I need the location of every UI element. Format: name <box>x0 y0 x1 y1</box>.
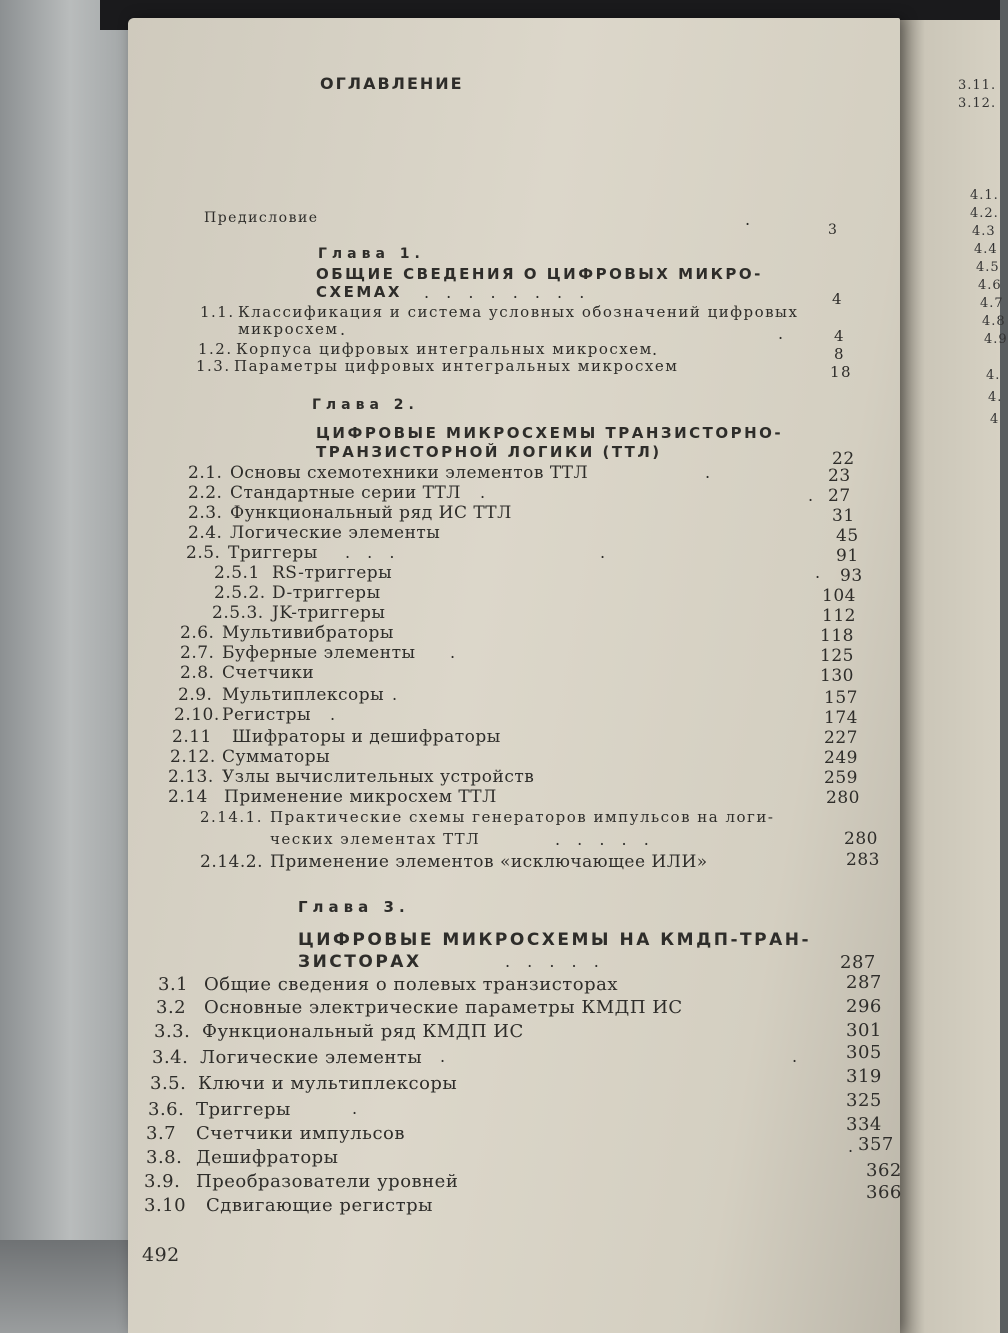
chapter2-title-line2: ТРАНЗИСТОРНОЙ ЛОГИКИ (ТТЛ) <box>316 443 662 461</box>
chapter2-title-line1: ЦИФРОВЫЕ МИКРОСХЕМЫ ТРАНЗИСТОРНО- <box>316 424 784 442</box>
toc-leader-dots: . . . . . . . . <box>424 283 591 302</box>
toc-item-number: 2.14.2. <box>200 852 263 872</box>
toc-item-text: Параметры цифровых интегральных микросхем <box>234 357 679 375</box>
toc-item-page: 174 <box>824 708 858 728</box>
toc-item-text: Стандартные серии ТТЛ <box>230 483 461 503</box>
toc-item-number: 3.3. <box>154 1021 191 1042</box>
toc-leader-dots: . <box>392 685 404 704</box>
toc-item-page: 249 <box>824 748 858 768</box>
toc-item-page: 8 <box>834 345 846 363</box>
toc-item-page: 287 <box>846 972 882 993</box>
chapter3-page: 287 <box>840 952 876 973</box>
toc-leader-dots: . <box>440 1047 452 1066</box>
facing-page-fragment: 4.7 <box>980 296 1004 311</box>
page-heading: ОГЛАВЛЕНИЕ <box>320 74 464 93</box>
chapter2-label: Глава 2. <box>312 397 419 413</box>
toc-item-number: 2.7. <box>180 643 215 663</box>
chapter3-label: Глава 3. <box>298 898 410 916</box>
toc-item-page: 45 <box>836 526 859 546</box>
facing-page-fragment: 4.3 <box>972 224 996 239</box>
toc-leader-dots: . <box>450 643 462 662</box>
toc-item-number: 2.10. <box>174 705 220 725</box>
toc-item-page: 259 <box>824 768 858 788</box>
chapter3-title-line1: ЦИФРОВЫЕ МИКРОСХЕМЫ НА КМДП-ТРАН- <box>298 930 812 950</box>
toc-item-page: 305 <box>846 1042 882 1063</box>
toc-item-number: 3.2 <box>156 997 187 1018</box>
toc-item-text: Ключи и мультиплексоры <box>198 1073 458 1094</box>
toc-item-text: Применение элементов «исключающее ИЛИ» <box>270 852 708 872</box>
toc-item-page: 112 <box>822 606 856 626</box>
toc-leader-dots: . <box>815 563 827 582</box>
toc-item-page: 4 <box>834 327 846 345</box>
toc-item-number: 3.1 <box>158 974 189 995</box>
toc-item-text: Общие сведения о полевых транзисторах <box>204 974 618 995</box>
toc-item-number: 3.8. <box>146 1147 183 1168</box>
toc-item-number: 2.5. <box>186 543 221 563</box>
facing-page-fragment: 4.4 <box>974 242 998 257</box>
toc-item-number: 3.4. <box>152 1047 189 1068</box>
toc-item-text: Сдвигающие регистры <box>206 1195 433 1216</box>
toc-item-page: 118 <box>820 626 854 646</box>
toc-item-text: Логические элементы <box>230 523 441 543</box>
toc-leader-dots: . . . <box>345 543 401 562</box>
toc-item-number: 2.4. <box>188 523 223 543</box>
toc-leader-dots: . <box>745 210 757 229</box>
facing-page-fragment: 4.1. <box>970 188 999 203</box>
toc-item-page: 227 <box>824 728 858 748</box>
toc-leader-dots: . <box>778 324 790 343</box>
toc-item-text: JK-триггеры <box>272 603 386 623</box>
toc-item-page: 325 <box>846 1090 882 1111</box>
toc-leader-dots: . <box>808 486 820 505</box>
toc-item-page: 283 <box>846 850 880 870</box>
chapter1-title-line2: СХЕМАХ <box>316 283 402 301</box>
facing-page-fragment: 4.9 <box>984 332 1008 347</box>
toc-item-number: 2.9. <box>178 685 213 705</box>
toc-item-text: Основы схемотехники элементов ТТЛ <box>230 463 589 483</box>
toc-leader-dots: . . . . . <box>505 952 605 971</box>
toc-item-page: 301 <box>846 1020 882 1041</box>
facing-page-fragment: 4.6 <box>978 278 1002 293</box>
toc-item-number: 2.5.2. <box>214 583 266 603</box>
toc-item-page: 27 <box>828 486 851 506</box>
toc-item-text: Мультиплексоры <box>222 685 385 705</box>
facing-page-fragment: 4. <box>986 368 1001 383</box>
toc-item-text: RS-триггеры <box>272 563 393 583</box>
toc-item-text: Основные электрические параметры КМДП ИС <box>204 997 683 1018</box>
toc-item-number: 1.1. <box>200 303 235 321</box>
toc-item-number: 2.6. <box>180 623 215 643</box>
toc-item-text: Буферные элементы <box>222 643 416 663</box>
toc-item-text: Сумматоры <box>222 747 331 767</box>
toc-item-page: 130 <box>820 666 854 686</box>
chapter1-label: Глава 1. <box>318 246 425 262</box>
toc-item-page: 334 <box>846 1114 882 1135</box>
toc-item-text: Преобразователи уровней <box>196 1171 459 1192</box>
toc-item-page: 366 <box>866 1182 902 1203</box>
toc-item-number: 1.2. <box>198 340 233 358</box>
toc-item-text: Функциональный ряд ИС ТТЛ <box>230 503 512 523</box>
toc-item-text: Дешифраторы <box>196 1147 339 1168</box>
chapter3-title-line2: ЗИСТОРАХ <box>298 952 422 972</box>
toc-item-number: 2.8. <box>180 663 215 683</box>
facing-page-fragment: 3.12. <box>958 96 997 111</box>
toc-leader-dots: . <box>792 1047 804 1066</box>
toc-item-number: 3.7 <box>146 1123 177 1144</box>
toc-item-text-continued: ческих элементах ТТЛ <box>270 830 481 848</box>
toc-leader-dots: . <box>600 543 612 562</box>
toc-item-number: 2.5.3. <box>212 603 264 623</box>
toc-item-text: Функциональный ряд КМДП ИС <box>202 1021 524 1042</box>
toc-item-text: Мультивибраторы <box>222 623 394 643</box>
chapter1-page: 4 <box>832 290 844 308</box>
toc-item-text: D-триггеры <box>272 583 381 603</box>
chapter2-page: 22 <box>832 449 855 469</box>
facing-page-fragment: 4 <box>990 412 1000 427</box>
facing-page-fragment: 4.5 <box>976 260 1000 275</box>
toc-item-number: 3.9. <box>144 1171 181 1192</box>
toc-item-text: Счетчики <box>222 663 315 683</box>
toc-item-page: 23 <box>828 466 851 486</box>
toc-item-number: 2.14.1. <box>200 808 263 826</box>
page-number: 492 <box>142 1244 180 1266</box>
toc-item-number: 2.13. <box>168 767 214 787</box>
toc-item-number: 2.5.1 <box>214 563 260 583</box>
toc-leader-dots: . <box>480 483 492 502</box>
toc-item-page: 319 <box>846 1066 882 1087</box>
toc-preface-page: 3 <box>828 222 839 238</box>
toc-item-text: Корпуса цифровых интегральных микросхем <box>236 340 653 358</box>
facing-page-fragment: 4.8 <box>982 314 1006 329</box>
facing-page-fragment: 4.2. <box>970 206 999 221</box>
toc-item-page: 31 <box>832 506 855 526</box>
toc-item-text: Узлы вычислительных устройств <box>222 767 535 787</box>
toc-item-number: 2.11 <box>172 727 212 747</box>
toc-preface-label: Предисловие <box>204 210 319 226</box>
toc-item-page: 357 <box>858 1134 894 1155</box>
toc-item-number: 3.5. <box>150 1073 187 1094</box>
toc-item-page: 362 <box>866 1160 902 1181</box>
toc-leader-dots: . <box>652 340 664 359</box>
toc-item-text: Шифраторы и дешифраторы <box>232 727 501 747</box>
toc-item-page: 280 <box>844 829 878 849</box>
toc-item-page: 91 <box>836 546 859 566</box>
toc-item-text: Практические схемы генераторов импульсов на логи- <box>270 808 775 826</box>
facing-page-fragment: 4. <box>988 390 1003 405</box>
toc-leader-dots: . <box>705 463 717 482</box>
toc-item-text: Регистры <box>222 705 312 725</box>
toc-item-text: Триггеры <box>196 1099 291 1120</box>
toc-leader-dots: . . . . . <box>555 830 655 849</box>
toc-item-number: 2.12. <box>170 747 216 767</box>
toc-item-page: 18 <box>830 363 853 381</box>
toc-leader-dots: . <box>340 320 352 339</box>
toc-leader-dots: . <box>330 705 342 724</box>
toc-item-page: 296 <box>846 996 882 1017</box>
toc-item-page: 280 <box>826 788 860 808</box>
toc-leader-dots: . <box>848 1137 860 1156</box>
toc-item-page: 104 <box>822 586 856 606</box>
toc-item-text-continued: микросхем <box>238 320 339 338</box>
toc-item-number: 2.1. <box>188 463 223 483</box>
toc-item-number: 1.3. <box>196 357 231 375</box>
toc-item-number: 3.6. <box>148 1099 185 1120</box>
toc-item-page: 93 <box>840 566 863 586</box>
chapter1-title-line1: ОБЩИЕ СВЕДЕНИЯ О ЦИФРОВЫХ МИКРО- <box>316 265 763 283</box>
toc-item-page: 157 <box>824 688 858 708</box>
facing-page-fragment: 3.11. <box>958 78 997 93</box>
toc-item-number: 2.14 <box>168 787 208 807</box>
toc-item-number: 3.10 <box>144 1195 187 1216</box>
toc-item-text: Логические элементы <box>200 1047 423 1068</box>
toc-item-text: Триггеры <box>228 543 318 563</box>
toc-item-text: Применение микросхем ТТЛ <box>224 787 497 807</box>
toc-item-page: 125 <box>820 646 854 666</box>
toc-item-text: Счетчики импульсов <box>196 1123 406 1144</box>
toc-leader-dots: . <box>352 1099 364 1118</box>
toc-item-number: 2.3. <box>188 503 223 523</box>
toc-item-text: Классификация и система условных обозначений цифровых <box>238 303 799 321</box>
toc-item-number: 2.2. <box>188 483 223 503</box>
